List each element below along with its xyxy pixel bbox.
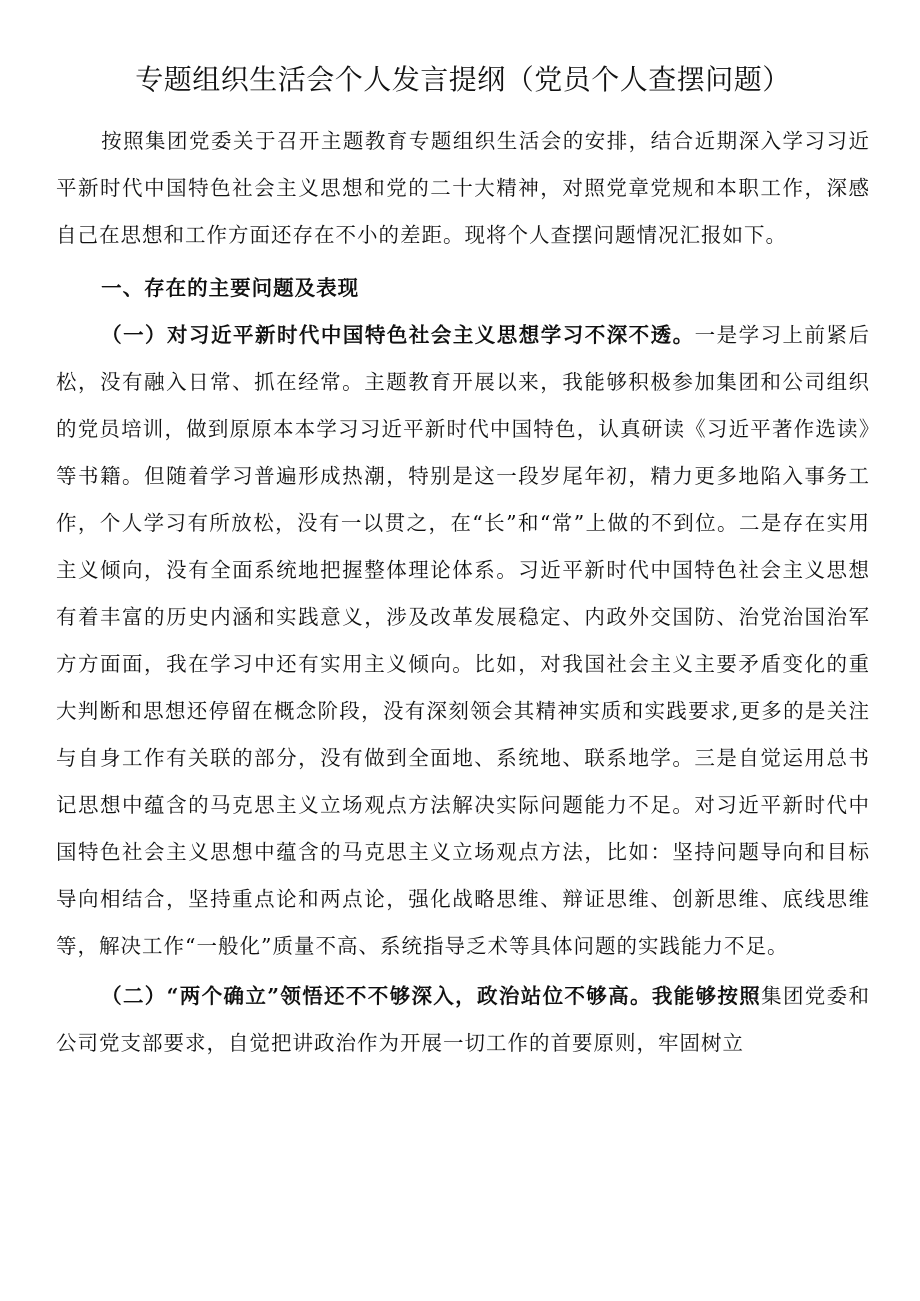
item-2-body: 集团党委和公司党支部要求，自觉把讲政治作为开展一切工作的首要原则，牢固树立 [56, 984, 871, 1055]
intro-paragraph: 按照集团党委关于召开主题教育专题组织生活会的安排，结合近期深入学习习近平新时代中国特色社会主义思想和党的二十大精神，对照党章党规和本职工作，深感自己在思想和工作方面还存在不小的差距。现将个人查摆问题情况汇报如下。 [56, 129, 870, 247]
document-title: 专题组织生活会个人发言提纲（党员个人查摆问题） [135, 63, 791, 96]
item-2-paragraph [56, 973, 870, 1067]
item-1-lead: （一）对习近平新时代中国特色社会主义思想学习不深不透。 [101, 323, 695, 347]
item-1-body: 一是学习上前紧后松，没有融入日常、抓在经常。主题教育开展以来，我能够积极参加集团和公司组织的党员培训，做到原原本本学习习近平新时代中国特色，认真研读《习近平著作选读》等书籍。但随着学习普遍形成热潮，特别是这一段岁尾年初，精力更多地陷入事务工作，个人学习有所放松，没有一以贯之，在“长”和“常”上做的不到位。二是存在实用主义倾向，没有全面系统地把握整体理论体系。习近平新时代中国特色社会主义思想有着丰富的历史内涵和实践意义，涉及改革发展稳定、内政外交国防、治党治国治军方方面面，我在学习中还有实用主义倾向。比如，对我国社会主义主要矛盾变化的重大判断和思想还停留在概念阶段，没有深刻领会其精神实质和实践要求,更多的是关注与自身工作有关联的部分，没有做到全面地、系统地、联系地学。三是自觉运用总书记思想中蕴含的马克思主义立场观点方法解决实际问题能力不足。对习近平新时代中国特色社会主义思想中蕴含的马克思主义立场观点方法，比如：坚持问题导向和目标导向相结合，坚持重点论和两点论，强化战略思维、辩证思维、创新思维、底线思维等，解决工作“一般化”质量不高、系统指导乏术等具体问题的实践能力不足。 [56, 323, 871, 958]
item-2-lead: （二）“两个确立”领悟还不不够深入，政治站位不够高。我能够按照 [101, 984, 762, 1008]
section-heading-problems: 一、存在的主要问题及表现 [101, 276, 360, 300]
item-1-paragraph [56, 312, 870, 970]
